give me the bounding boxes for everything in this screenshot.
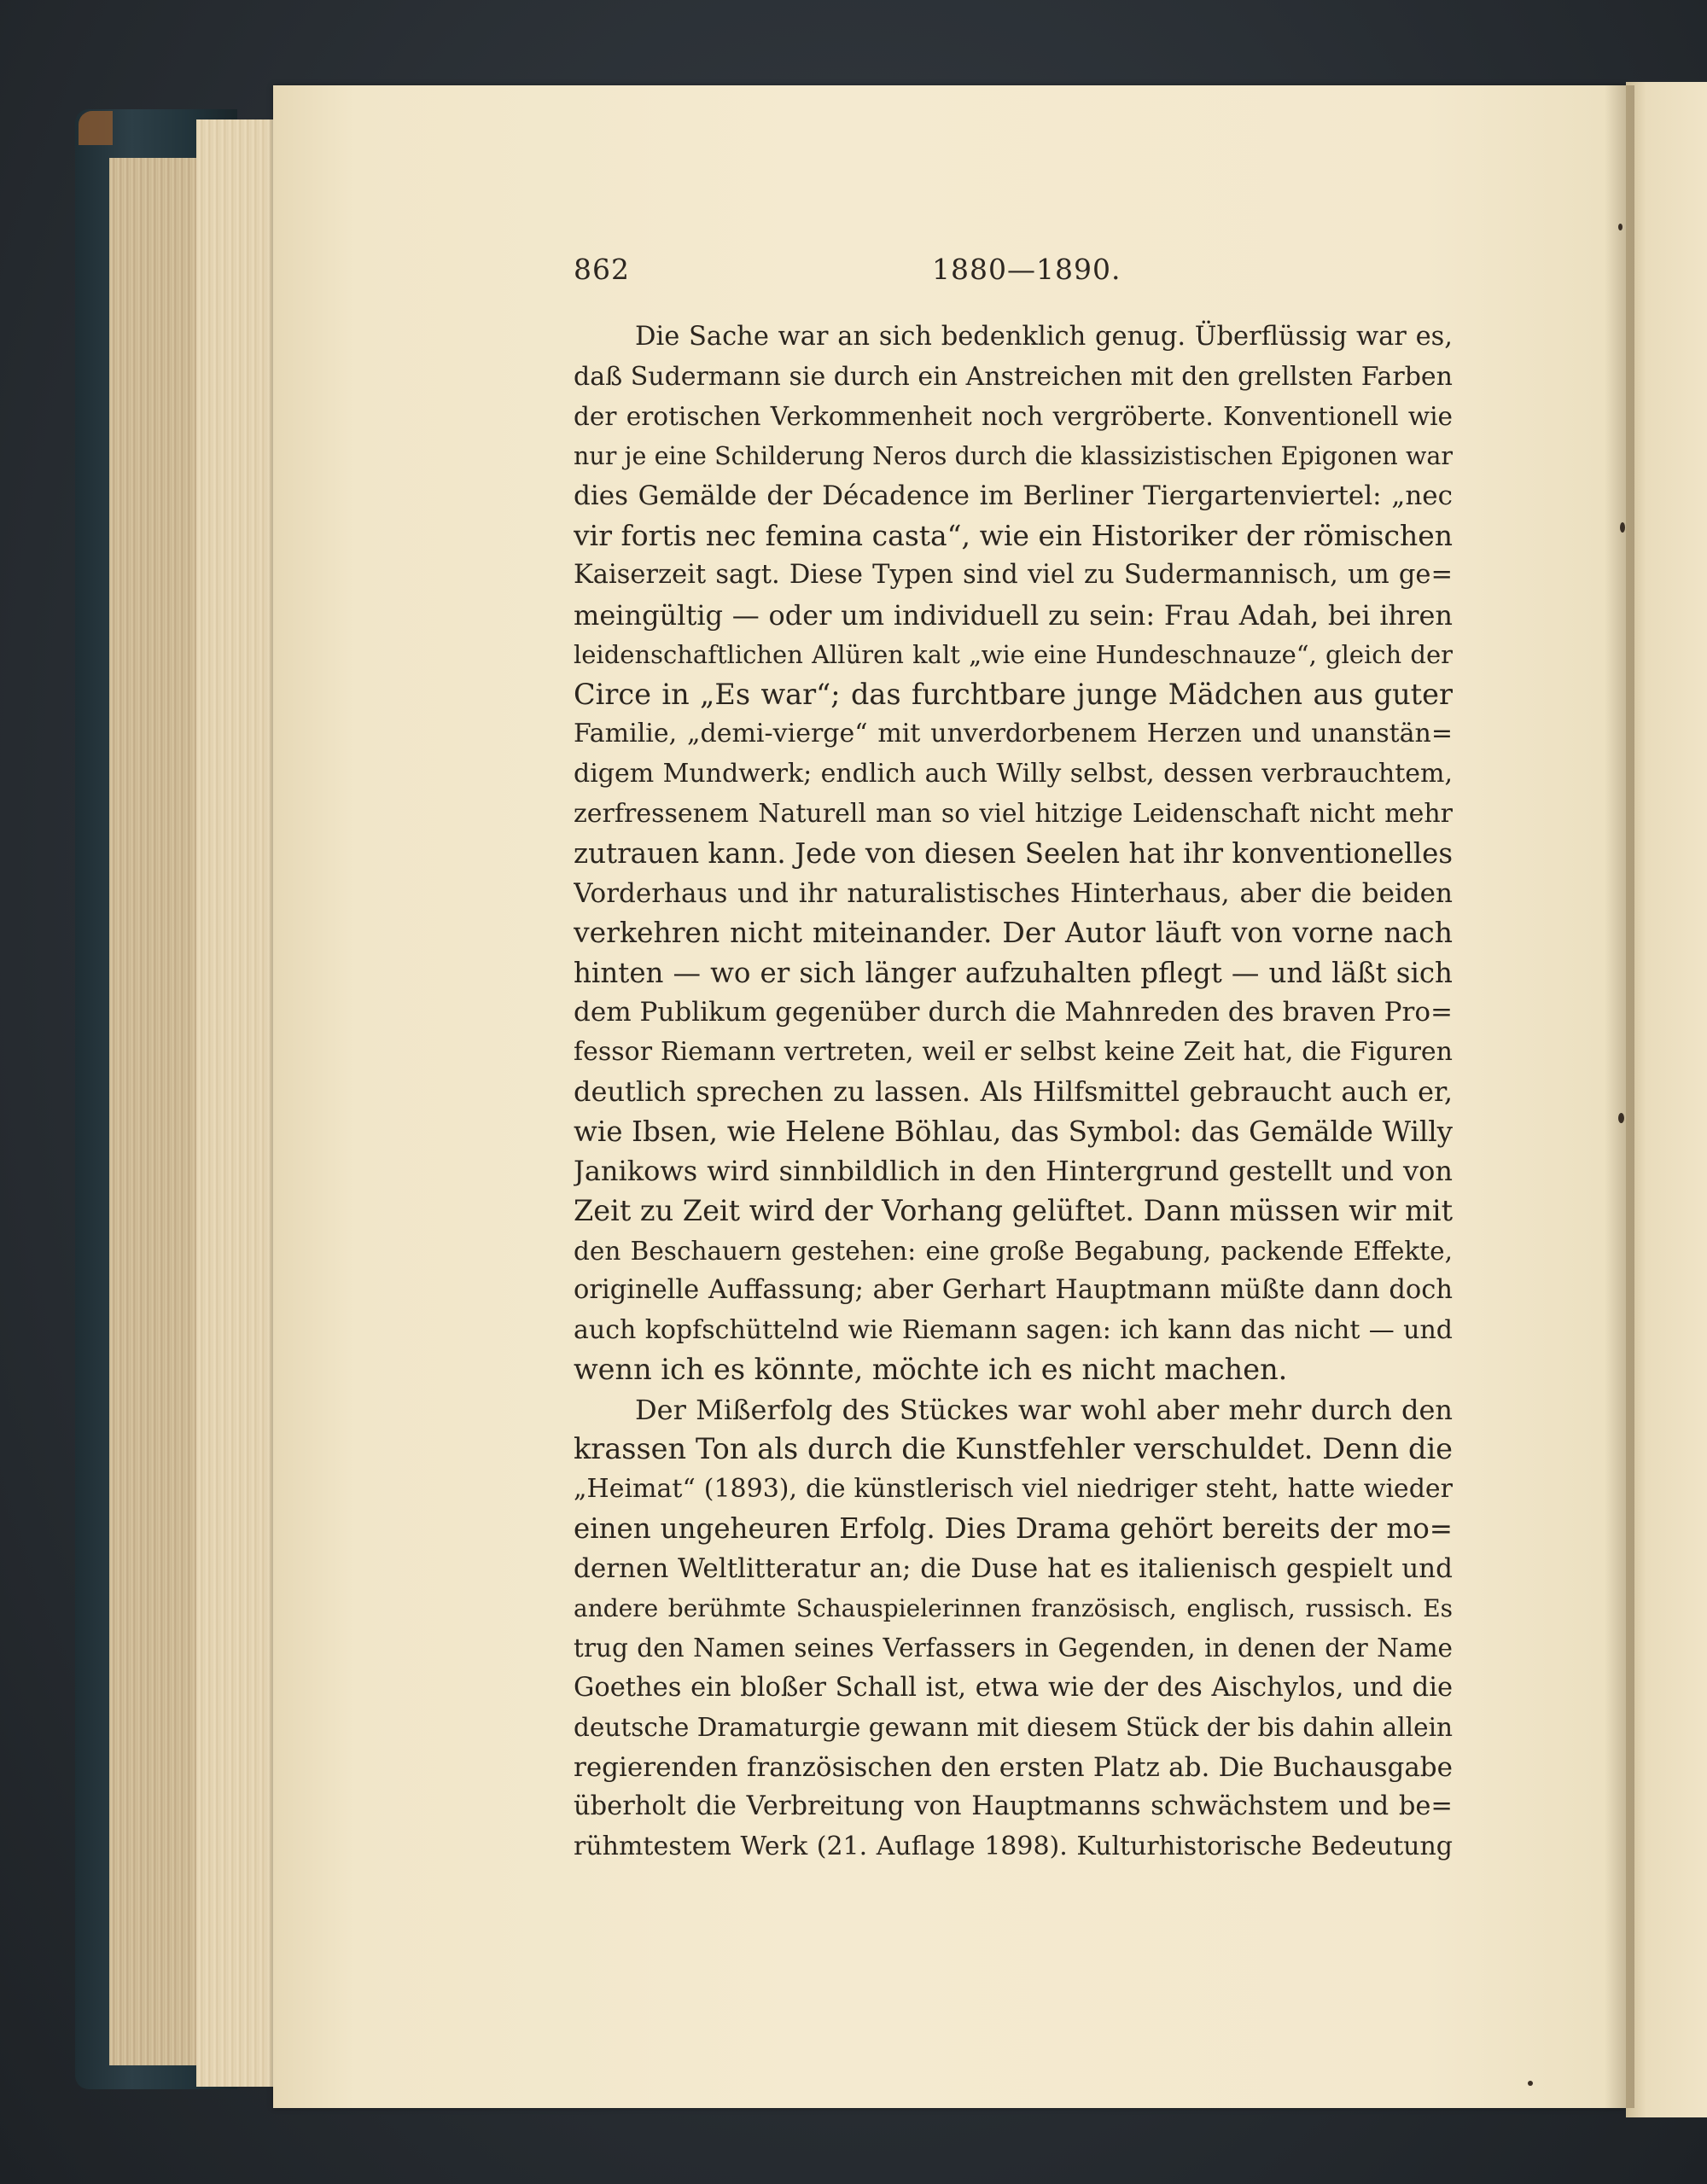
facing-page-edge xyxy=(1626,82,1707,2117)
gutter-shadow xyxy=(1605,85,1634,2108)
text-line: Familie, „demi-vierge“ mit unverdorbenem Herzen und unanstän= xyxy=(574,719,1453,749)
text-line: Der Mißerfolg des Stückes war wohl aber mehr durch den xyxy=(635,1393,1453,1426)
text-line: auch kopfschüttelnd wie Riemann sagen: ich kann das nicht — und xyxy=(574,1314,1453,1345)
text-line: dem Publikum gegenüber durch die Mahnreden des braven Pro= xyxy=(574,997,1453,1028)
text-line: Circe in „Es war“; das furchtbare junge Mädchen aus guter xyxy=(574,677,1453,711)
ink-speck xyxy=(1620,522,1625,533)
text-line: leidenschaftlichen Allüren kalt „wie eine Hundeschnauze“, gleich der xyxy=(574,640,1453,670)
text-line: deutsche Dramaturgie gewann mit diesem Stück der bis dahin allein xyxy=(574,1713,1453,1743)
text-line: dernen Weltlitteratur an; die Duse hat es italienisch gespielt und xyxy=(574,1552,1453,1584)
cover-corner xyxy=(79,111,113,145)
text-line: den Beschauern gestehen: eine große Begabung, packende Effekte, xyxy=(574,1236,1453,1266)
text-line: Vorderhaus und ihr naturalistisches Hinterhaus, aber die beiden xyxy=(574,877,1453,909)
text-line: der erotischen Verkommenheit noch vergröberte. Konventionell wie xyxy=(574,402,1453,432)
text-line: krassen Ton als durch die Kunstfehler verschuldet. Denn die xyxy=(574,1432,1453,1466)
text-line: originelle Auffassung; aber Gerhart Hauptmann müßte dann doch xyxy=(574,1275,1453,1306)
text-line: nur je eine Schilderung Neros durch die klassizistischen Epigonen war xyxy=(574,441,1453,470)
text-line: meingültig — oder um individuell zu sein: Frau Adah, bei ihren xyxy=(574,598,1453,632)
text-line: dies Gemälde der Décadence im Berliner Tiergartenviertel: „nec xyxy=(574,480,1453,512)
text-line: Kaiserzeit sagt. Diese Typen sind viel zu Sudermannisch, um ge= xyxy=(574,560,1453,591)
body-text xyxy=(574,317,1453,1867)
ink-speck xyxy=(1528,2081,1533,2086)
text-line: wie Ibsen, wie Helene Böhlau, das Symbol: das Gemälde Willy xyxy=(574,1115,1453,1148)
text-line: andere berühmte Schauspielerinnen französisch, englisch, russisch. Es xyxy=(574,1593,1453,1622)
text-line: verkehren nicht miteinander. Der Autor läuft von vorne nach xyxy=(574,916,1453,950)
text-line: zerfressenem Naturell man so viel hitzige Leidenschaft nicht mehr xyxy=(574,798,1453,829)
text-line: zutrauen kann. Jede von diesen Seelen hat ihr konventionelles xyxy=(574,837,1453,871)
ink-speck xyxy=(1618,1113,1624,1123)
text-line: trug den Namen seines Verfassers in Gegenden, in denen der Name xyxy=(574,1634,1453,1663)
text-line: hinten — wo er sich länger aufzuhalten pflegt — und läßt sich xyxy=(574,956,1453,989)
text-line: regierenden französischen den ersten Platz ab. Die Buchausgabe xyxy=(574,1751,1453,1783)
text-line: fessor Riemann vertreten, weil er selbst keine Zeit hat, die Figuren xyxy=(574,1036,1453,1067)
text-line: „Heimat“ (1893), die künstlerisch viel niedriger steht, hatte wieder xyxy=(574,1473,1453,1504)
text-line: rühmtestem Werk (21. Auflage 1898). Kulturhistorische Bedeutung xyxy=(574,1831,1453,1861)
text-line: Goethes ein bloßer Schall ist, etwa wie der des Aischylos, und die xyxy=(574,1672,1453,1703)
running-head xyxy=(574,253,1453,295)
text-line: daß Sudermann sie durch ein Anstreichen mit den grellsten Farben xyxy=(574,361,1453,392)
text-line: digem Mundwerk; endlich auch Willy selbst, dessen verbrauchtem, xyxy=(574,759,1453,789)
text-line: Zeit zu Zeit wird der Vorhang gelüftet. Dann müssen wir mit xyxy=(574,1194,1453,1228)
text-line: Die Sache war an sich bedenklich genug. Überflüssig war es, xyxy=(635,322,1453,352)
text-line: deutlich sprechen zu lassen. Als Hilfsmittel gebraucht auch er, xyxy=(574,1075,1453,1109)
text-line: wenn ich es könnte, möchte ich es nicht machen. xyxy=(574,1353,1288,1387)
text-line: überholt die Verbreitung von Hauptmanns schwächstem und be= xyxy=(574,1791,1453,1822)
running-head-title: 1880—1890. xyxy=(932,253,1121,286)
page-edges-inner xyxy=(196,119,282,2087)
text-line: Janikows wird sinnbildlich in den Hintergrund gestellt und von xyxy=(574,1155,1453,1188)
ink-speck xyxy=(1618,224,1623,230)
text-line: vir fortis nec femina casta“, wie ein Historiker der römischen xyxy=(574,518,1453,552)
text-line: einen ungeheuren Erfolg. Dies Drama gehört bereits der mo= xyxy=(574,1512,1453,1546)
page-number: 862 xyxy=(574,253,630,286)
